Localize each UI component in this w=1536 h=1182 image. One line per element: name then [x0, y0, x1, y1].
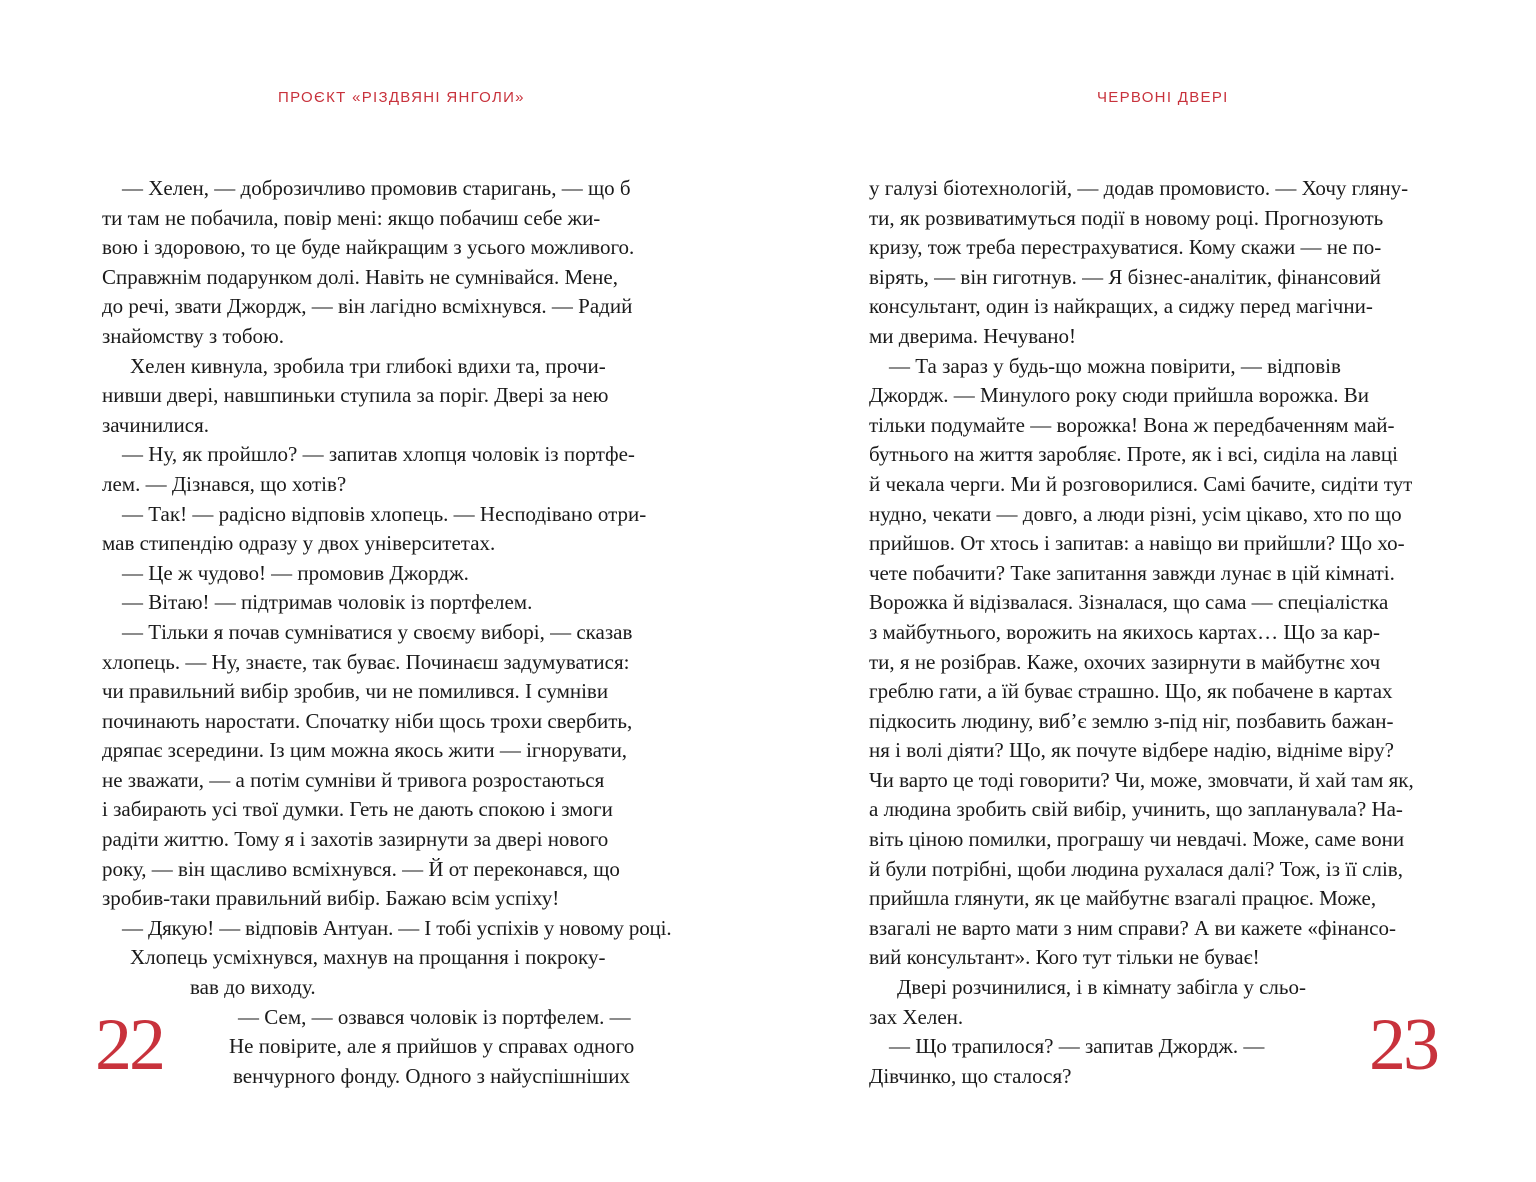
right-page — [768, 0, 1536, 1182]
text-line: Справжнім подарунком долі. Навіть не сумнівайся. Мене, — [102, 264, 618, 289]
text-line: вою і здоровою, то це буде найкращим з усього можливого. — [102, 235, 635, 260]
text-line: — Ну, як пройшло? — запитав хлопця чоловік із портфе- — [122, 442, 635, 467]
text-line: венчурного фонду. Одного з найуспішніших — [233, 1063, 630, 1088]
text-line: кризу, тож треба перестрахуватися. Кому скажи — не по- — [869, 235, 1382, 260]
text-line: чи правильний вибір зробив, чи не помилився. І сумніви — [102, 679, 609, 704]
text-line: — Так! — радісно відповів хлопець. — Несподівано отри- — [122, 501, 647, 526]
text-line: греблю гати, а їй буває страшно. Що, як побачене в картах — [869, 679, 1393, 704]
right-page-number: 23 — [1369, 1004, 1437, 1086]
text-line: — Та зараз у будь-що можна повірити, — відповів — [889, 353, 1341, 378]
text-line: і забирають усі твої думки. Геть не дають спокою і змоги — [102, 797, 613, 822]
text-line: з майбутнього, ворожить на якихось картах… Що за кар- — [869, 619, 1380, 644]
text-line: прийшла глянути, як це майбутнє взагалі працює. Може, — [869, 886, 1377, 911]
text-line: віть ціною помилки, програшу чи невдачі. Може, саме вони — [869, 827, 1405, 852]
text-line: зах Хелен. — [869, 1004, 964, 1029]
left-page-number: 22 — [95, 1004, 163, 1086]
text-line: — Що трапилося? — запитав Джордж. — — [889, 1034, 1265, 1059]
text-line: ти, я не розібрав. Каже, охочих зазирнути в майбутнє хоч — [869, 649, 1381, 674]
text-line: бутнього на життя заробляє. Проте, як і всі, сиділа на лавці — [869, 442, 1398, 467]
text-line: й чекала черги. Ми й розговорилися. Самі бачите, сидіти тут — [869, 471, 1413, 496]
right-body-text — [869, 174, 1439, 1091]
text-line: Хелен кивнула, зробила три глибокі вдихи та, прочи- — [130, 353, 606, 378]
text-line: нудно, чекати — довго, а люди різні, усім цікаво, хто по що — [869, 501, 1402, 526]
text-line: у галузі біотехнологій, — додав промовисто. — Хочу глянy- — [869, 176, 1409, 200]
right-running-head: ЧЕРВОНІ ДВЕРІ — [1097, 89, 1229, 106]
text-line: знайомству з тобою. — [102, 323, 284, 348]
left-running-head: ПРОЄКТ «РІЗДВЯНІ ЯНГОЛИ» — [278, 89, 525, 106]
text-line: не зважати, — а потім сумніви й тривога розростаються — [102, 767, 605, 792]
text-line: мав стипендію одразу у двох університетах. — [102, 531, 496, 556]
text-line: Джордж. — Минулого року сюди прийшла ворожка. Ви — [869, 383, 1369, 408]
text-line: до речі, звати Джордж, — він лагідно всміхнувся. — Радий — [102, 294, 633, 319]
text-line: починають наростати. Спочатку ніби щось трохи свербить, — [102, 708, 633, 733]
text-line: чете побачити? Таке запитання завжди лунає в цій кімнаті. — [869, 560, 1395, 585]
text-line: зачинилися. — [102, 412, 209, 437]
text-line: Дівчинко, що сталося? — [869, 1063, 1072, 1088]
text-line: Двері розчинилися, і в кімнату забігла у сльо- — [897, 975, 1306, 1000]
text-line: тільки подумайте — ворожка! Вона ж передбаченням май- — [869, 412, 1395, 437]
text-line: прийшов. От хтось і запитав: а навіщо ви прийшли? Що хо- — [869, 531, 1405, 556]
text-line: — Це ж чудово! — промовив Джордж. — [122, 560, 469, 585]
text-line: дряпає зсередини. Із цим можна якось жити — ігнорувати, — [102, 738, 628, 763]
text-line: й були потрібні, щоби людина рухалася далі? Тож, із її слів, — [869, 856, 1403, 881]
text-line: зробив-таки правильний вибір. Бажаю всім успіху! — [102, 886, 560, 911]
text-line: Ворожка й відізвалася. Зізналася, що сама — спеціалістка — [869, 590, 1389, 615]
text-line: Хлопець усміхнувся, махнув на прощання і покроку- — [130, 945, 606, 970]
text-line: Чи варто це тоді говорити? Чи, може, змовчати, й хай там як, — [869, 767, 1414, 792]
text-line: — Вітаю! — підтримав чоловік із портфелем. — [122, 590, 533, 615]
text-line: вий консультант». Кого тут тільки не буває! — [869, 945, 1260, 970]
text-line: ня і волі діяти? Що, як почуте відбере надію, відніме віру? — [869, 738, 1394, 763]
text-line: хлопець. — Ну, знаєте, так буває. Починаєш задумуватися: — [102, 649, 630, 674]
text-line: ти там не побачила, повір мені: якщо побачиш себе жи- — [102, 205, 601, 230]
text-line: ми дверима. Нечувано! — [869, 323, 1076, 348]
text-line: консультант, один із найкращих, а сиджу перед магічни- — [869, 294, 1373, 319]
left-body-text — [102, 174, 672, 1091]
text-line: а людина зробить свій вибір, учинить, що запланувала? На- — [869, 797, 1403, 822]
text-line: — Сем, — озвався чоловік із портфелем. — — [238, 1004, 631, 1029]
text-line: — Дякую! — відповів Антуан. — І тобі успіхів у новому році. — [122, 915, 672, 940]
text-line: — Хелен, — доброзичливо промовив старигань, — що б — [122, 176, 631, 200]
text-line: — Тільки я почав сумніватися у своєму виборі, — сказав — [122, 619, 633, 644]
text-line: вав до виходу. — [190, 975, 316, 1000]
text-line: лем. — Дізнався, що хотів? — [102, 471, 347, 496]
text-line: радіти життю. Тому я і захотів зазирнути за двері нового — [102, 827, 609, 852]
text-line: взагалі не варто мати з ним справи? А ви кажете «фінансо- — [869, 915, 1396, 940]
text-line: ти, як розвиватимуться події в новому році. Прогнозують — [869, 205, 1384, 230]
text-line: підкосить людину, виб’є землю з-під ніг, позбавить бажан- — [869, 708, 1394, 733]
text-line: року, — він щасливо всміхнувся. — Й от переконався, що — [102, 856, 620, 881]
text-line: нивши двері, навшпиньки ступила за поріг. Двері за нею — [102, 383, 609, 408]
text-line: вірять, — він гиготнув. — Я бізнес-аналітик, фінансовий — [869, 264, 1381, 289]
text-line: Не повірите, але я прийшов у справах одного — [229, 1034, 635, 1059]
